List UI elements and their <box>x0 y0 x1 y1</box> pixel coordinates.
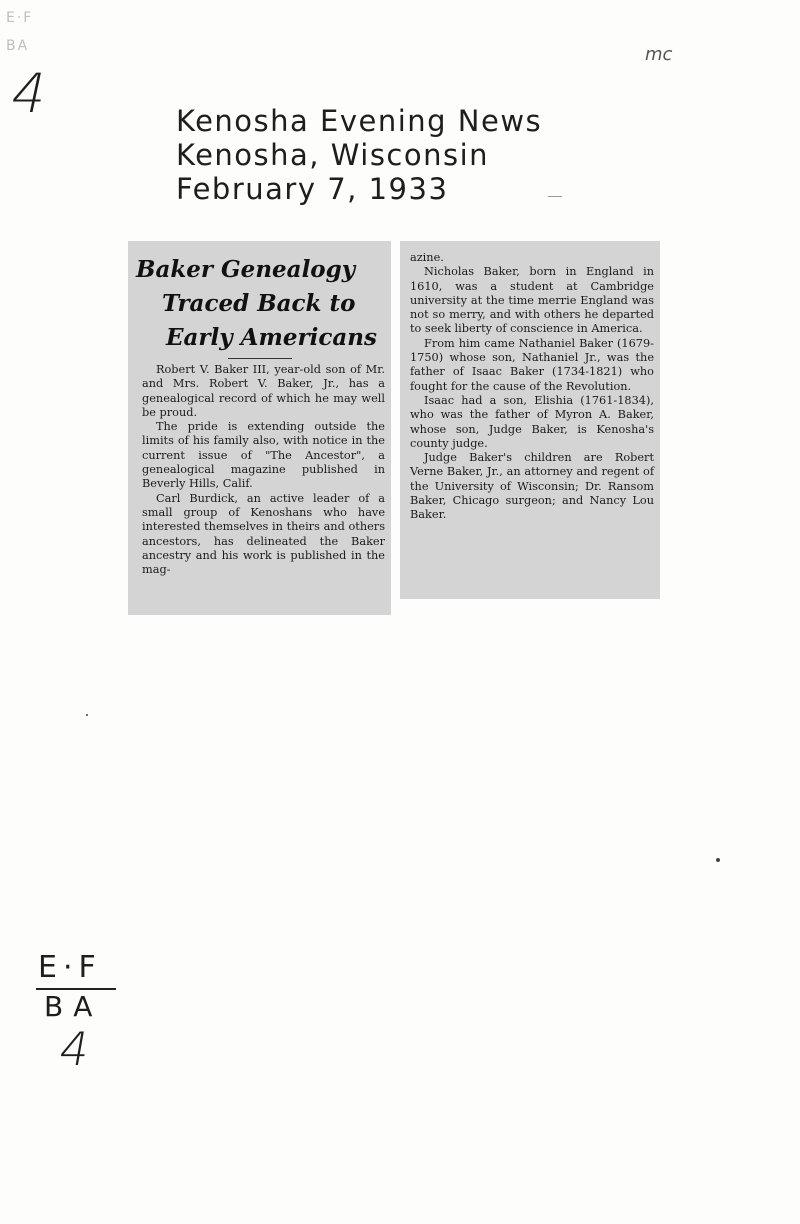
clipping-column-left <box>128 241 391 615</box>
file-code-bottom: BA <box>44 990 103 1023</box>
stray-mark <box>548 196 562 197</box>
headline-divider <box>228 358 292 359</box>
article-body-left <box>142 363 385 577</box>
paragraph: Nicholas Baker, born in England in 1610, was a student at Cambridge university at the time merrie England was not so merry, and with others he departed to seek liberty of conscience in America. <box>410 265 654 336</box>
source-date: February 7, 1933 <box>176 172 449 206</box>
headline-line: Traced Back to <box>162 290 356 317</box>
paragraph: Carl Burdick, an active leader of a small group of Kenoshans who have interested themselves in theirs and others ancestors, has delineated the Baker ancestry and his work is published in the mag- <box>142 491 385 577</box>
article-body-right <box>410 251 654 523</box>
corner-mark-line1: E·F <box>6 10 34 26</box>
paragraph: azine. <box>410 251 444 264</box>
page-number-handwritten: 4 <box>5 62 54 125</box>
headline-line: Baker Genealogy <box>136 256 356 283</box>
source-location: Kenosha, Wisconsin <box>176 138 490 172</box>
paragraph: Robert V. Baker III, year-old son of Mr. and Mrs. Robert V. Baker, Jr., has a genealogical record of which he may well be proud. <box>142 363 385 419</box>
file-code-number: 4 <box>55 1022 95 1076</box>
headline-line: Early Americans <box>166 324 377 351</box>
paper-speck <box>716 858 720 862</box>
paragraph: From him came Nathaniel Baker (1679-1750) whose son, Nathaniel Jr., was the father of Isaac Baker (1734-1821) who fought for the cause of the Revolution. <box>410 336 654 393</box>
corner-mark-line2: BA <box>6 38 30 54</box>
file-code-top: E·F <box>38 950 102 985</box>
clipping-column-right <box>400 241 660 599</box>
paragraph: Judge Baker's children are Robert Verne Baker, Jr., an attorney and regent of the University of Wisconsin; Dr. Ransom Baker, Chicago surgeon; and Nancy Lou Baker. <box>410 451 654 522</box>
paragraph: Isaac had a son, Elishia (1761-1834), who was the father of Myron A. Baker, whose son, Judge Baker, is Kenosha's county judge. <box>410 393 654 450</box>
article-headline <box>136 253 396 355</box>
paper-speck <box>86 714 88 716</box>
paragraph: The pride is extending outside the limits of his family also, with notice in the current issue of "The Ancestor", a genealogical magazine published in Beverly Hills, Calif. <box>142 420 385 491</box>
handwritten-source-note <box>176 104 542 206</box>
source-newspaper: Kenosha Evening News <box>176 104 543 138</box>
initials-mark: mc <box>645 44 673 65</box>
